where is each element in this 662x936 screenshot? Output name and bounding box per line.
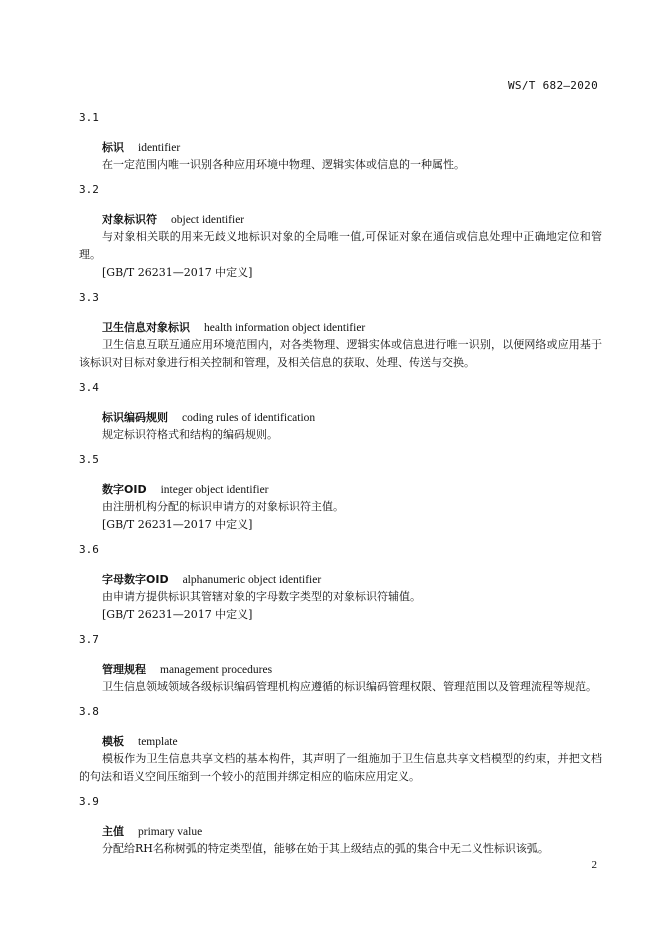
term-line bbox=[79, 572, 602, 588]
term-entry-3-2 bbox=[79, 183, 602, 291]
term-definition: 与对象相关联的用来无歧义地标识对象的全局唯一值,可保证对象在通信或信息处理中正确地定位和管理。 bbox=[79, 230, 602, 261]
clause-number: 3.7 bbox=[79, 633, 99, 646]
terms-section bbox=[79, 111, 602, 858]
page-number: 2 bbox=[591, 859, 597, 871]
term-en: health information object identifier bbox=[204, 322, 366, 334]
term-source: [GB/T 26231—2017 中定义] bbox=[102, 266, 253, 279]
clause-number: 3.4 bbox=[79, 381, 99, 394]
term-zh: 主值 bbox=[102, 825, 124, 838]
term-line bbox=[79, 482, 602, 498]
term-definition: 由注册机构分配的标识申请方的对象标识符主值。 bbox=[102, 500, 344, 513]
term-entry-3-4 bbox=[79, 381, 602, 453]
term-en: primary value bbox=[138, 826, 203, 838]
term-definition: 在一定范围内唯一识别各种应用环境中物理、逻辑实体或信息的一种属性。 bbox=[102, 158, 465, 171]
clause-number: 3.5 bbox=[79, 453, 99, 466]
term-line bbox=[79, 212, 602, 228]
term-entry-3-7 bbox=[79, 633, 602, 705]
term-source: [GB/T 26231—2017 中定义] bbox=[102, 608, 253, 621]
term-line bbox=[79, 410, 602, 426]
clause-number: 3.9 bbox=[79, 795, 99, 808]
term-line bbox=[79, 824, 602, 840]
term-entry-3-6 bbox=[79, 543, 602, 633]
term-zh: 标识编码规则 bbox=[102, 411, 168, 424]
term-zh: 管理规程 bbox=[102, 663, 146, 676]
clause-number: 3.6 bbox=[79, 543, 99, 556]
term-entry-3-9 bbox=[79, 795, 602, 858]
term-en: coding rules of identification bbox=[182, 412, 316, 424]
term-line bbox=[79, 662, 602, 678]
term-en: alphanumeric object identifier bbox=[182, 574, 322, 586]
term-definition: 模板作为卫生信息共享文档的基本构件，其声明了一组施加于卫生信息共享文档模型的约束，并把文档的句法和语义空间压缩到一个较小的范围并绑定相应的临床应用定义。 bbox=[79, 752, 602, 783]
term-zh: 对象标识符 bbox=[102, 213, 157, 226]
term-definition: 卫生信息互联互通应用环境范围内，对各类物理、逻辑实体或信息进行唯一识别，以便网络或应用基于该标识对目标对象进行相关控制和管理，及相关信息的获取、处理、传送与交换。 bbox=[79, 338, 602, 369]
term-definition: 卫生信息领域领域各级标识编码管理机构应遵循的标识编码管理权限、管理范围以及管理流程等规范。 bbox=[102, 680, 597, 693]
clause-number: 3.3 bbox=[79, 291, 99, 304]
term-entry-3-1 bbox=[79, 111, 602, 183]
term-zh: 标识 bbox=[102, 141, 124, 154]
term-zh: 卫生信息对象标识 bbox=[102, 321, 190, 334]
term-definition: 规定标识符格式和结构的编码规则。 bbox=[102, 428, 278, 441]
term-line bbox=[79, 734, 602, 750]
term-definition: 分配给RH名称树弧的特定类型值，能够在始于其上级结点的弧的集合中无二义性标识该弧。 bbox=[102, 842, 549, 855]
term-line bbox=[79, 140, 602, 156]
term-entry-3-3 bbox=[79, 291, 602, 381]
term-en: integer object identifier bbox=[160, 484, 269, 496]
term-zh: 数字OID bbox=[102, 483, 147, 496]
term-definition: 由申请方提供标识其管辖对象的字母数字类型的对象标识符辅值。 bbox=[102, 590, 421, 603]
term-en: template bbox=[138, 736, 178, 748]
clause-number: 3.1 bbox=[79, 111, 99, 124]
standard-code: WS/T 682—2020 bbox=[508, 79, 598, 92]
term-entry-3-8 bbox=[79, 705, 602, 795]
clause-number: 3.2 bbox=[79, 183, 99, 196]
clause-number: 3.8 bbox=[79, 705, 99, 718]
term-zh: 字母数字OID bbox=[102, 573, 169, 586]
term-source: [GB/T 26231—2017 中定义] bbox=[102, 518, 253, 531]
term-en: identifier bbox=[138, 142, 181, 154]
term-entry-3-5 bbox=[79, 453, 602, 543]
term-zh: 模板 bbox=[102, 735, 124, 748]
term-en: management procedures bbox=[160, 664, 273, 676]
term-en: object identifier bbox=[171, 214, 245, 226]
term-line bbox=[79, 320, 602, 336]
